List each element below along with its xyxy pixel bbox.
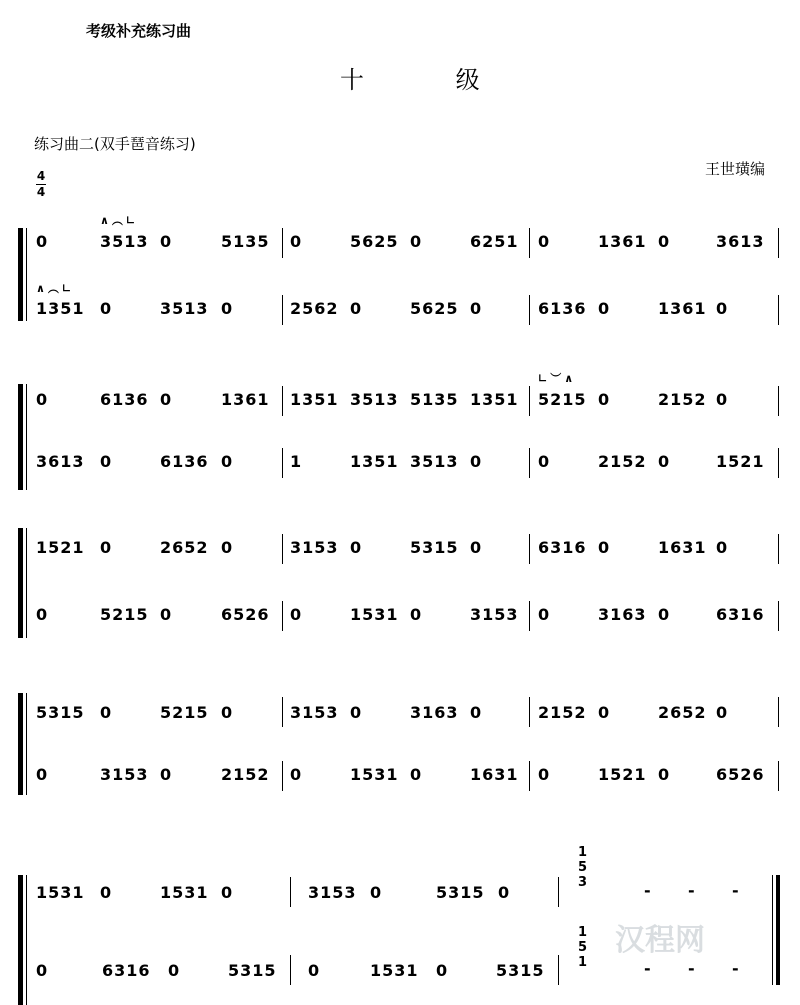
upper-staff — [18, 538, 783, 562]
note-group: 0 — [716, 703, 729, 722]
note-group: 2152 — [658, 390, 707, 409]
note-group: 2152 — [598, 452, 647, 471]
note-group: 1531 — [370, 961, 419, 980]
note-group: 0 — [350, 299, 363, 318]
note-group: 0 — [538, 452, 551, 471]
note-group: 2652 — [160, 538, 209, 557]
sustain-dash: - — [732, 881, 739, 900]
barline — [558, 955, 559, 985]
note-group: 0 — [598, 703, 611, 722]
note-group: 0 — [716, 299, 729, 318]
lower-staff — [18, 452, 783, 476]
note-group: 1 — [290, 452, 303, 471]
note-group: 0 — [716, 538, 729, 557]
sustain-dash: - — [644, 881, 651, 900]
note-group: 1531 — [350, 605, 399, 624]
time-signature — [36, 170, 46, 199]
note-group: 0 — [308, 961, 321, 980]
note-group: 0 — [100, 452, 113, 471]
barline — [778, 448, 779, 478]
note-group: 3163 — [598, 605, 647, 624]
header-label: 考级补充练习曲 — [86, 22, 192, 40]
time-signature-bottom: 4 — [36, 185, 46, 199]
sustain-dash: - — [688, 959, 695, 978]
note-group: 1531 — [350, 765, 399, 784]
note-group: 0 — [658, 232, 671, 251]
note-group: 6251 — [470, 232, 519, 251]
note-group: 1521 — [36, 538, 85, 557]
note-group: 1521 — [598, 765, 647, 784]
sustain-dash: - — [688, 881, 695, 900]
lower-staff — [18, 299, 783, 323]
note-group: 2152 — [538, 703, 587, 722]
note-group: 0 — [290, 765, 303, 784]
note-group: 1521 — [716, 452, 765, 471]
note-group: 6316 — [716, 605, 765, 624]
upper-staff — [18, 232, 783, 256]
barline — [282, 534, 283, 564]
note-group: 1361 — [221, 390, 270, 409]
note-group: 0 — [410, 605, 423, 624]
note-group: 6136 — [538, 299, 587, 318]
note-group: 0 — [538, 232, 551, 251]
note-group: 0 — [36, 605, 49, 624]
note-group: 3153 — [470, 605, 519, 624]
barline — [778, 601, 779, 631]
note-group: 0 — [658, 605, 671, 624]
barline — [778, 228, 779, 258]
system-4 — [18, 685, 783, 800]
barline — [778, 386, 779, 416]
note-group: 0 — [410, 765, 423, 784]
note-group: 0 — [658, 452, 671, 471]
barline — [282, 761, 283, 791]
barline — [282, 697, 283, 727]
note-group: 0 — [470, 538, 483, 557]
exercise-subtitle: 练习曲二(双手琶音练习) — [34, 135, 196, 153]
note-group: 0 — [290, 605, 303, 624]
barline — [778, 697, 779, 727]
sustain-dash: - — [732, 959, 739, 978]
note-group: 0 — [160, 765, 173, 784]
note-group: 0 — [470, 452, 483, 471]
note-group: 3153 — [100, 765, 149, 784]
note-group: 6316 — [538, 538, 587, 557]
note-group: 6136 — [160, 452, 209, 471]
note-group: 2652 — [658, 703, 707, 722]
note-group: 1531 — [36, 883, 85, 902]
note-group: 3153 — [290, 703, 339, 722]
note-group: 0 — [470, 299, 483, 318]
note-group: 0 — [221, 299, 234, 318]
note-group: 0 — [470, 703, 483, 722]
note-group: 0 — [658, 765, 671, 784]
note-group: 0 — [100, 883, 113, 902]
barline — [778, 761, 779, 791]
note-group: 0 — [350, 703, 363, 722]
ornament-mark: ∧︵∟ — [36, 282, 75, 295]
note-group: 5625 — [350, 232, 399, 251]
note-group: 6526 — [716, 765, 765, 784]
note-group: 5215 — [538, 390, 587, 409]
note-group: 0 — [598, 538, 611, 557]
note-group: 6316 — [102, 961, 151, 980]
note-group: 3513 — [410, 452, 459, 471]
note-group: 0 — [538, 765, 551, 784]
note-group: 5315 — [228, 961, 277, 980]
note-group: 5315 — [410, 538, 459, 557]
barline — [558, 877, 559, 907]
lower-staff — [18, 765, 783, 789]
note-group: 3513 — [350, 390, 399, 409]
note-group: 0 — [100, 538, 113, 557]
note-group: 1631 — [470, 765, 519, 784]
barline — [282, 448, 283, 478]
note-group: 5315 — [436, 883, 485, 902]
system-2 — [18, 372, 783, 487]
upper-staff — [18, 390, 783, 414]
note-group: 0 — [221, 703, 234, 722]
barline — [778, 534, 779, 564]
note-group: 0 — [36, 765, 49, 784]
lower-staff — [18, 961, 783, 985]
note-group: 1631 — [658, 538, 707, 557]
upper-staff — [18, 883, 783, 907]
barline — [529, 386, 530, 416]
barline — [529, 448, 530, 478]
note-group: 2562 — [290, 299, 339, 318]
barline — [778, 295, 779, 325]
note-group: 6136 — [100, 390, 149, 409]
note-group: 0 — [538, 605, 551, 624]
note-group: 0 — [160, 605, 173, 624]
note-group: 0 — [36, 961, 49, 980]
note-group: 6526 — [221, 605, 270, 624]
note-group: 5315 — [36, 703, 85, 722]
note-group: 3153 — [308, 883, 357, 902]
note-group: 1361 — [658, 299, 707, 318]
barline — [529, 534, 530, 564]
watermark: 汉程网 — [615, 923, 705, 958]
barline — [282, 228, 283, 258]
note-group: 0 — [290, 232, 303, 251]
note-group: 0 — [370, 883, 383, 902]
note-group: 0 — [410, 232, 423, 251]
note-group: 3153 — [290, 538, 339, 557]
note-group: 1351 — [36, 299, 85, 318]
note-group: 0 — [598, 390, 611, 409]
note-group: 5215 — [160, 703, 209, 722]
barline — [290, 877, 291, 907]
note-group: 0 — [436, 961, 449, 980]
note-group: 5135 — [221, 232, 270, 251]
composer-credit: 王世璜编 — [705, 160, 766, 178]
barline — [772, 875, 773, 985]
note-group: 1351 — [290, 390, 339, 409]
note-group: 0 — [498, 883, 511, 902]
lower-staff — [18, 605, 783, 629]
note-group: 1361 — [598, 232, 647, 251]
barline — [529, 228, 530, 258]
note-group: 0 — [598, 299, 611, 318]
note-group: 3513 — [160, 299, 209, 318]
note-group: 0 — [716, 390, 729, 409]
note-group: 1531 — [160, 883, 209, 902]
barline — [529, 697, 530, 727]
note-group: 0 — [36, 232, 49, 251]
page-title: 十 级 — [340, 66, 522, 94]
barline — [529, 761, 530, 791]
note-group: 3613 — [36, 452, 85, 471]
barline — [290, 955, 291, 985]
barline — [282, 386, 283, 416]
note-group: 3163 — [410, 703, 459, 722]
note-group: 5625 — [410, 299, 459, 318]
final-chord-upper: 1 5 3 — [578, 845, 588, 890]
note-group: 5315 — [496, 961, 545, 980]
ornament-mark: ∟︶∧ — [538, 372, 577, 385]
final-chord-lower: 1 5 1 — [578, 925, 588, 970]
note-group: 1351 — [350, 452, 399, 471]
note-group: 0 — [221, 452, 234, 471]
note-group: 0 — [350, 538, 363, 557]
sustain-dash: - — [644, 959, 651, 978]
note-group: 5215 — [100, 605, 149, 624]
note-group: 0 — [160, 390, 173, 409]
upper-staff — [18, 703, 783, 727]
time-signature-top: 4 — [36, 169, 46, 183]
barline — [282, 601, 283, 631]
note-group: 0 — [36, 390, 49, 409]
note-group: 3613 — [716, 232, 765, 251]
note-group: 2152 — [221, 765, 270, 784]
ornament-mark: ∧︵∟ — [100, 214, 139, 227]
barline — [529, 295, 530, 325]
barline — [529, 601, 530, 631]
note-group: 5135 — [410, 390, 459, 409]
system-3 — [18, 522, 783, 637]
note-group: 0 — [100, 299, 113, 318]
system-1 — [18, 208, 783, 323]
note-group: 0 — [100, 703, 113, 722]
note-group: 1351 — [470, 390, 519, 409]
note-group: 0 — [168, 961, 181, 980]
note-group: 0 — [160, 232, 173, 251]
note-group: 0 — [221, 883, 234, 902]
barline — [282, 295, 283, 325]
note-group: 3513 — [100, 232, 149, 251]
note-group: 0 — [221, 538, 234, 557]
final-barline — [776, 875, 780, 985]
